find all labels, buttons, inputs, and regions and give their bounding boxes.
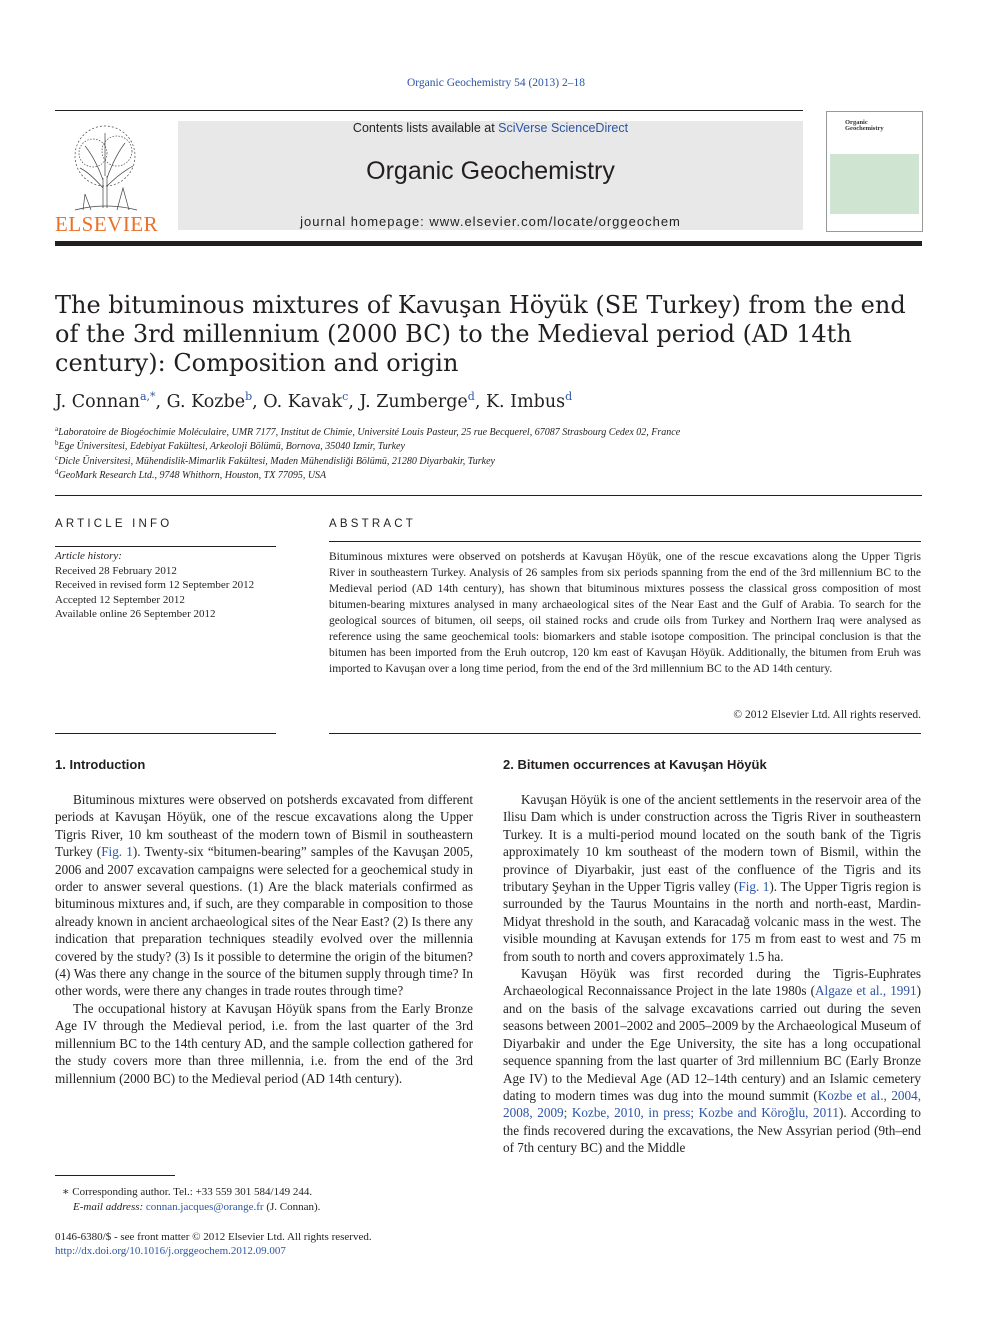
- history-item: Received 28 February 2012: [55, 565, 177, 577]
- section-heading-bitumen-occurrences: 2. Bitumen occurrences at Kavuşan Höyük: [503, 757, 767, 772]
- journal-name: Organic Geochemistry: [366, 157, 615, 185]
- journal-reference[interactable]: Organic Geochemistry 54 (2013) 2–18: [407, 77, 585, 89]
- figure-link[interactable]: Fig. 1: [101, 844, 133, 860]
- affiliation: $^a$Laboratoire de Biogéochimie Moléculaire, UMR 7177, Institut de Chimie, Université Louis Pasteur, 25 rue Becquerel, 67087 Strasbourg Cedex 02, France: [55, 425, 681, 438]
- header-rule: [55, 110, 803, 111]
- header-thick-rule: [55, 241, 922, 246]
- history-item: Accepted 12 September 2012: [55, 594, 185, 606]
- contents-prefix: Contents lists available at: [352, 121, 499, 135]
- paragraph: Kavuşan Höyük is one of the ancient settlements in the reservoir area of the Ilisu Dam which is under construction across the Tigris River in southeastern Turkey. It is a multi-period mound located on the south bank of the Tigris approximately 10 km southeast of the modern town of Bismil, within the province of Diyarbakir, just east of the confluence of the Tigris and its tributary Şeyhan in the Upper Tigris valley (Fig. 1). The Upper Tigris region is surrounded by the Taurus Mountains in the north and north-east, Mardin-Midyat threshold in the south, and Karacadağ volcanic mass in the west. The visible mounding at Kavuşan extends for 175 m from east to west and 75 m from south to north and covers approximately 1.5 ha.: [503, 792, 922, 964]
- abstract-text: Bituminous mixtures were observed on potsherds at Kavuşan Höyük, one of the rescue excavations along the Upper Tigris River in southeastern Turkey. Analysis of 26 samples from six periods spanning from the end of the 3rd millennium BC to the Medieval period (AD 14th century), has shown that bituminous mixtures possess the classical gross composition of most bitumen-bearing mixtures analysed in many archaeological sites of the Near East and the Gulf of Arabia. To search for the geological sources of bitumen, oil seeps, oil stained rocks and crude oils from Turkey and Northern Iraq were analysed as reference using the same geochemical tools: biomarkers and stable isotope composition. The principal conclusion is that the bitumen has been imported from the Eruh outcrop, 120 km east of Kavuşan Höyük. Additionally, the bitumen from Eruh was imported to Kavuşan over a long time period, from the end of the 3rd millennium BC to the AD 14th century.: [329, 551, 921, 675]
- affiliation: $^b$Ege Üniversitesi, Edebiyat Fakültesi, Arkeoloji Bölümü, Bornova, 35040 Izmir, Turkey: [55, 439, 405, 452]
- history-label: Article history:: [55, 550, 122, 562]
- email-note: E-mail address: connan.jacques@orange.fr (J. Connan).: [73, 1201, 321, 1213]
- issn-line: 0146-6380/$ - see front matter © 2012 Elsevier Ltd. All rights reserved.: [55, 1231, 372, 1243]
- paragraph: The occupational history at Kavuşan Höyük spans from the Early Bronze Age IV through the Medieval period, i.e. from the last quarter of the 3rd millennium BC to the 14th century AD, and the sample collection gathered for the study covers more than three millennia, i.e. from the end of the 3rd millennium (2000 BC) to the Medieval period (AD 14th century).: [55, 1000, 473, 1086]
- corresponding-author-note: ∗ Corresponding author. Tel.: +33 559 301 584/149 244.: [62, 1186, 313, 1198]
- author-affiliation-mark[interactable]: d: [467, 390, 475, 403]
- citation-link[interactable]: Algaze et al., 1991: [815, 983, 917, 999]
- author-affiliation-mark[interactable]: c: [342, 390, 349, 403]
- email-link[interactable]: connan.jacques@orange.fr: [145, 1201, 264, 1213]
- section-heading-introduction: 1. Introduction: [55, 757, 146, 772]
- author-name: K. Imbus: [485, 392, 566, 412]
- divider: [329, 541, 921, 542]
- divider: [329, 733, 921, 734]
- author-name: J. Connan: [55, 392, 140, 412]
- author-name: J. Zumberge: [359, 392, 468, 412]
- footnote-rule: [55, 1175, 175, 1176]
- journal-banner: [178, 121, 803, 230]
- article-title: The bituminous mixtures of Kavuşan Höyük (SE Turkey) from the end of the 3rd millennium (2000 BC) to the Medieval period (AD 14th century): Composition and origin: [55, 291, 906, 377]
- author-name: O. Kavak: [263, 392, 343, 412]
- cover-title: Organic Geochemistry: [845, 119, 884, 132]
- sciencedirect-link[interactable]: SciVerse ScienceDirect: [498, 121, 629, 135]
- article-info-heading: ARTICLE INFO: [55, 518, 173, 530]
- history-item: Received in revised form 12 September 2012: [55, 579, 255, 591]
- author-affiliation-mark[interactable]: d: [565, 390, 573, 403]
- divider: [55, 733, 276, 734]
- elsevier-wordmark: ELSEVIER: [55, 212, 159, 236]
- author-affiliation-mark[interactable]: a,*: [139, 390, 156, 403]
- copyright: © 2012 Elsevier Ltd. All rights reserved.: [733, 709, 921, 721]
- divider: [55, 495, 922, 496]
- section2-body: [503, 791, 921, 1157]
- history-item: Available online 26 September 2012: [55, 608, 216, 620]
- doi-link[interactable]: http://dx.doi.org/10.1016/j.orggeochem.2012.09.007: [55, 1245, 286, 1257]
- affiliation: $^c$Dicle Üniversitesi, Mühendislik-Mimarlik Fakültesi, Maden Mühendisliği Bölümü, 21280 Diyarbakir, Turkey: [55, 454, 495, 467]
- affiliation: $^d$GeoMark Research Ltd., 9748 Whithorn, Houston, TX 77095, USA: [55, 468, 327, 481]
- author-list: J. Connan$^{a,*}$, G. Kozbe$^b$, O. Kavak$^c$, J. Zumberge$^d$, K. Imbus$^d$: [55, 390, 573, 412]
- author-affiliation-mark[interactable]: b: [245, 390, 253, 403]
- paragraph: Bituminous mixtures were observed on potsherds excavated from different periods at Kavuşan Höyük, one of the rescue excavations along the Upper Tigris River, 10 km southeast of the modern town of Bismil in southeastern Turkey (Fig. 1). Twenty-six “bitumen-bearing” samples of the Kavuşan 2005, 2006 and 2007 excavation campaigns were selected for a geochemical study in order to answer several questions. (1) Are the black materials confirmed as bituminous mixtures and, if such, are they comparable in composition to those already known in ancient archaeological sites of the Near East? (2) Is there any indication that preparation techniques steadily evolved over the millennia covered by the study? (3) Is it possible to determine the origin of the bitumen? (4) Was there any change in the source of the bitumen supply through time? In other words, were there any changes in trade routes through time?: [55, 792, 474, 999]
- divider: [55, 546, 276, 547]
- figure-link[interactable]: Fig. 1: [738, 879, 770, 895]
- introduction-body: [55, 791, 473, 1087]
- journal-cover-thumbnail: [826, 111, 923, 232]
- contents-line: [178, 121, 803, 135]
- author-name: G. Kozbe: [166, 392, 246, 412]
- journal-homepage[interactable]: journal homepage: www.elsevier.com/locate/orggeochem: [300, 214, 681, 229]
- paragraph: Kavuşan Höyük was first recorded during the Tigris-Euphrates Archaeological Reconnaissance Project in the late 1980s (Algaze et al., 1991) and on the basis of the salvage excavations carried out during the seven seasons between 2001–2002 and 2005–2009 by the Archaeological Museum of Diyarbakir and under the Ege University, the site has a long occupational sequence spanning from the last quarter of 3rd millennium BC (Early Bronze Age IV) to the Medieval Age (AD 12–14th century) and an Islamic cemetery dating to modern times was dug into the mound summit (Kozbe et al., 2004, 2008, 2009; Kozbe, 2010, in press; Kozbe and Köroğlu, 2011). According to the finds recovered during the excavations, the New Assyrian period (9th–end of 7th century BC) and the Middle: [503, 966, 921, 1156]
- abstract-heading: ABSTRACT: [329, 518, 416, 530]
- citation-link[interactable]: Kozbe et al., 2004, 2008, 2009; Kozbe, 2010, in press; Kozbe and Köroğlu, 2011: [503, 1087, 921, 1121]
